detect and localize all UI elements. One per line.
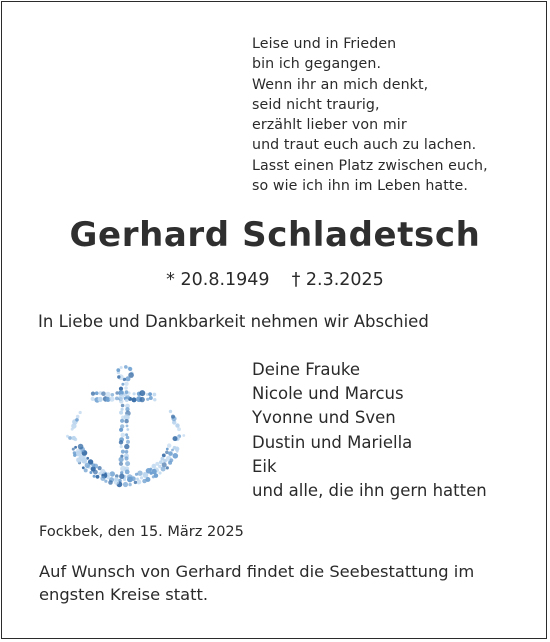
- mourner-name: Deine Frauke: [252, 360, 361, 379]
- mourner-name: Dustin und Mariella: [252, 432, 413, 452]
- burial-note: [39, 560, 519, 606]
- mourner-name: Eik: [252, 456, 277, 476]
- anchor-icon: [62, 364, 192, 508]
- death-date: † 2.3.2025: [291, 270, 384, 290]
- poem-line: so wie ich ihn im Leben hatte.: [252, 178, 468, 195]
- note-line: engsten Kreise statt.: [39, 585, 209, 604]
- mourners-list: [252, 358, 487, 503]
- place-and-date: Fockbek, den 15. März 2025: [39, 524, 244, 540]
- poem-line: und traut euch auch zu lachen.: [252, 137, 477, 154]
- life-dates: [2, 270, 548, 290]
- poem: [252, 34, 532, 196]
- mourner-name: Nicole und Marcus: [252, 384, 404, 404]
- deceased-name: Gerhard Schladetsch: [69, 215, 481, 255]
- poem-line: bin ich gegangen.: [252, 56, 382, 73]
- poem-line: seid nicht traurig,: [252, 96, 380, 113]
- mourner-name: und alle, die ihn gern hatten: [252, 481, 487, 501]
- poem-line: Lasst einen Platz zwischen euch,: [252, 157, 488, 174]
- note-line: Auf Wunsch von Gerhard findet die Seebestattung im: [39, 562, 475, 581]
- birth-date: * 20.8.1949: [166, 270, 270, 290]
- mourner-name: Yvonne und Sven: [252, 408, 396, 428]
- poem-line: Leise und in Frieden: [252, 36, 397, 52]
- poem-line: erzählt lieber von mir: [252, 117, 407, 134]
- obituary-card: [1, 1, 547, 639]
- farewell-intro: In Liebe und Dankbarkeit nehmen wir Abschied: [38, 312, 429, 331]
- poem-line: Wenn ihr an mich denkt,: [252, 76, 429, 93]
